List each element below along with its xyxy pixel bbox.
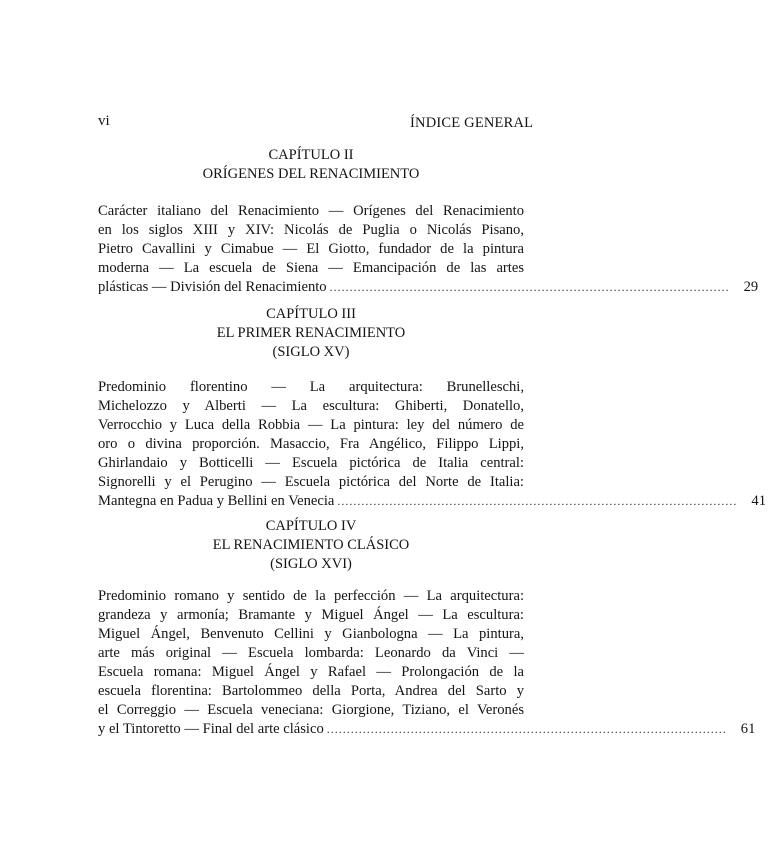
chapter-period: (SIGLO XV)	[272, 344, 350, 360]
chapter-title: ORÍGENES DEL RENACIMIENTO	[202, 166, 420, 182]
toc-entry	[98, 587, 756, 739]
page-number: vi	[98, 113, 110, 129]
chapter-heading	[98, 517, 524, 574]
entry-last-line	[98, 278, 759, 297]
running-head: ÍNDICE GENERAL	[410, 115, 534, 131]
entry-last-line	[98, 492, 766, 511]
entry-line: el Correggio — Escuela veneciana: Giorgione, Tiziano, el Veronés	[98, 702, 524, 718]
entry-line: escuela florentina: Bartolommeo della Porta, Andrea del Sarto y	[98, 683, 524, 699]
entry-line: Predominio romano y sentido de la perfección — La arquitectura:	[98, 588, 524, 604]
entry-line: arte más original — Escuela lombarda: Leonardo da Vinci —	[98, 645, 524, 661]
chapter-title: EL RENACIMIENTO CLÁSICO	[212, 537, 410, 553]
entry-line: Signorelli y el Perugino — Escuela pictórica del Norte de Italia:	[98, 474, 524, 490]
entry-line: Carácter italiano del Renacimiento — Orígenes del Renacimiento	[98, 203, 524, 219]
chapter-number: CAPÍTULO II	[268, 147, 354, 163]
toc-entry	[98, 202, 759, 297]
chapter-number: CAPÍTULO III	[266, 306, 356, 322]
entry-line: Predominio florentino — La arquitectura: Brunelleschi,	[98, 379, 524, 395]
entry-page-number: 61	[740, 721, 756, 737]
dot-leader: ....................................................................................................	[337, 494, 738, 508]
entry-line: plásticas — División del Renacimiento	[98, 279, 327, 295]
entry-line: Verrocchio y Luca della Robbia — La pintura: ley del número de	[98, 417, 524, 433]
toc-entry	[98, 378, 766, 511]
chapter-period: (SIGLO XVI)	[270, 556, 352, 572]
dot-leader: ....................................................................................................	[326, 722, 727, 736]
entry-line: oro o divina proporción. Masaccio, Fra Angélico, Filippo Lippi,	[98, 436, 524, 452]
entry-line: Ghirlandaio y Botticelli — Escuela pictórica de Italia central:	[98, 455, 524, 471]
entry-line: y el Tintoretto — Final del arte clásico	[98, 721, 324, 737]
entry-line: en los siglos XIII y XIV: Nicolás de Puglia o Nicolás Pisano,	[98, 222, 524, 238]
chapter-number: CAPÍTULO IV	[265, 518, 357, 534]
entry-line: moderna — La escuela de Siena — Emancipación de las artes	[98, 260, 524, 276]
chapter-heading	[98, 146, 524, 184]
entry-page-number: 29	[743, 279, 759, 295]
chapter-title: EL PRIMER RENACIMIENTO	[216, 325, 406, 341]
entry-page-number: 41	[751, 493, 766, 509]
dot-leader: ....................................................................................................	[329, 280, 730, 294]
entry-line: grandeza y armonía; Bramante y Miguel Ángel — La escultura:	[98, 607, 524, 623]
entry-line: Pietro Cavallini y Cimabue — El Giotto, fundador de la pintura	[98, 241, 524, 257]
entry-last-line	[98, 720, 756, 739]
entry-line: Michelozzo y Alberti — La escultura: Ghiberti, Donatello,	[98, 398, 524, 414]
entry-line: Miguel Ángel, Benvenuto Cellini y Gianbologna — La pintura,	[98, 626, 524, 642]
entry-line: Mantegna en Padua y Bellini en Venecia	[98, 493, 335, 509]
chapter-heading	[98, 305, 524, 362]
entry-line: Escuela romana: Miguel Ángel y Rafael — Prolongación de la	[98, 664, 524, 680]
